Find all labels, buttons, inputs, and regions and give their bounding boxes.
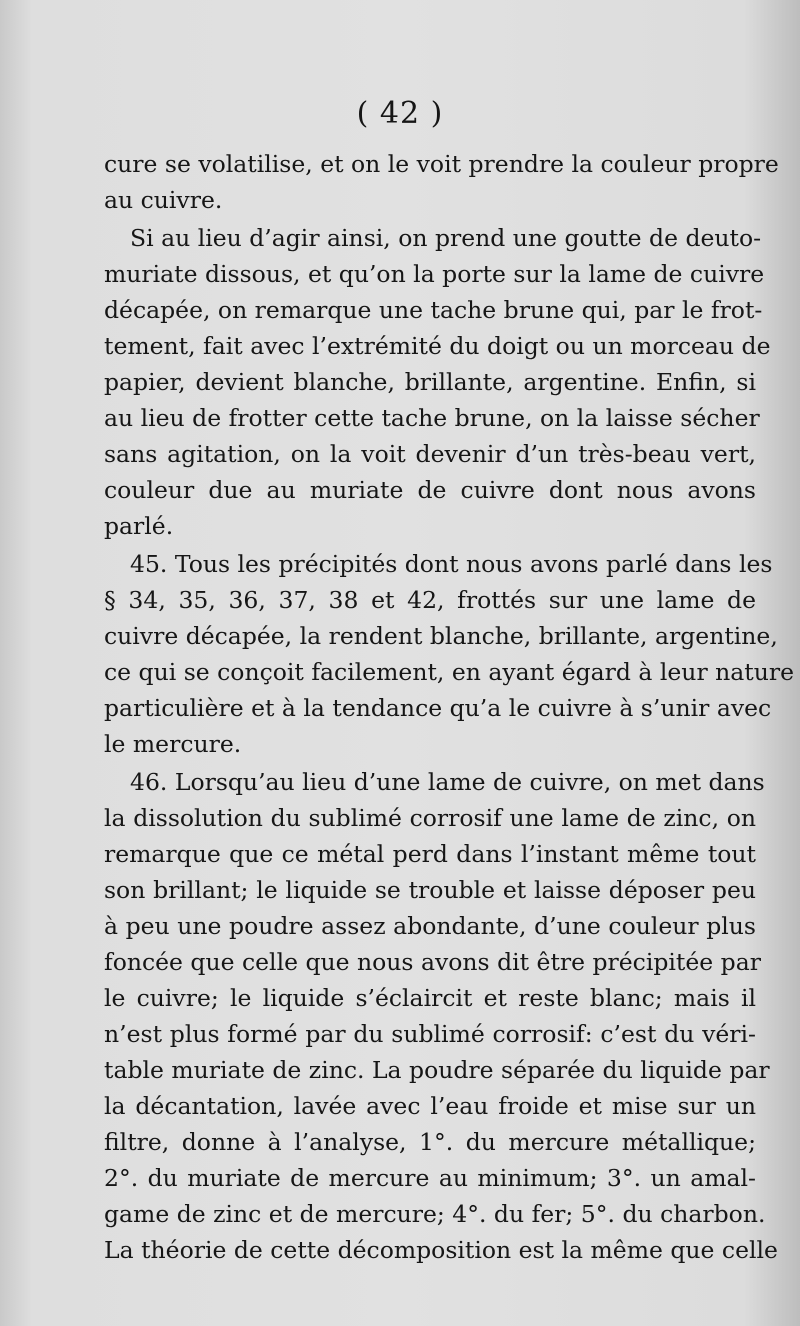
text-line: 2°. du muriate de mercure au minimum; 3°. un amal- — [104, 1164, 756, 1192]
text-line: couleur due au muriate de cuivre dont nous avons — [104, 476, 756, 504]
text-line: à peu une poudre assez abondante, d’une couleur plus — [104, 912, 756, 940]
text-line: particulière et à la tendance qu’a le cuivre à s’unir avec — [104, 694, 772, 722]
page-number: ( 42 ) — [356, 96, 444, 131]
text-line: game de zinc et de mercure; 4°. du fer; 5°. du charbon. — [104, 1200, 766, 1228]
text-line: la décantation, lavée avec l’eau froide et mise sur un — [104, 1092, 756, 1120]
text-line: tement, fait avec l’extrémité du doigt ou un morceau de — [104, 332, 771, 360]
text-line: le mercure. — [104, 730, 242, 758]
text-line: parlé. — [104, 512, 174, 540]
text-line: au lieu de frotter cette tache brune, on la laisse sécher — [104, 404, 760, 432]
text-line: n’est plus formé par du sublimé corrosif: c’est du véri- — [104, 1020, 756, 1048]
text-line: foncée que celle que nous avons dit être précipitée par — [104, 948, 761, 976]
text-line: cure se volatilise, et on le voit prendre la couleur propre — [104, 150, 779, 178]
text-line: § 34, 35, 36, 37, 38 et 42, frottés sur une lame de — [104, 586, 756, 614]
text-line: Si au lieu d’agir ainsi, on prend une goutte de deuto- — [130, 224, 762, 252]
text-line: ce qui se conçoit facilement, en ayant égard à leur nature — [104, 658, 795, 686]
text-line: le cuivre; le liquide s’éclaircit et reste blanc; mais il — [104, 984, 756, 1012]
text-line: son brillant; le liquide se trouble et laisse déposer peu — [104, 876, 756, 904]
text-line: cuivre décapée, la rendent blanche, brillante, argentine, — [104, 622, 778, 650]
text-line: 45. Tous les précipités dont nous avons parlé dans les — [130, 550, 773, 578]
text-line: filtre, donne à l’analyse, 1°. du mercure métallique; — [104, 1128, 756, 1156]
text-line: La théorie de cette décomposition est la même que celle — [104, 1236, 778, 1264]
text-line: remarque que ce métal perd dans l’instant même tout — [104, 840, 756, 868]
text-line: table muriate de zinc. La poudre séparée du liquide par — [104, 1056, 770, 1084]
body-text — [104, 146, 795, 1268]
text-line: 46. Lorsqu’au lieu d’une lame de cuivre, on met dans — [130, 768, 765, 796]
text-line: la dissolution du sublimé corrosif une lame de zinc, on — [104, 804, 756, 832]
text-line: papier, devient blanche, brillante, argentine. Enfin, si — [104, 368, 756, 396]
text-line: au cuivre. — [104, 186, 223, 214]
text-line: muriate dissous, et qu’on la porte sur la lame de cuivre — [104, 260, 765, 288]
text-line: décapée, on remarque une tache brune qui, par le frot- — [104, 296, 763, 324]
text-line: sans agitation, on la voit devenir d’un très-beau vert, — [104, 440, 756, 468]
